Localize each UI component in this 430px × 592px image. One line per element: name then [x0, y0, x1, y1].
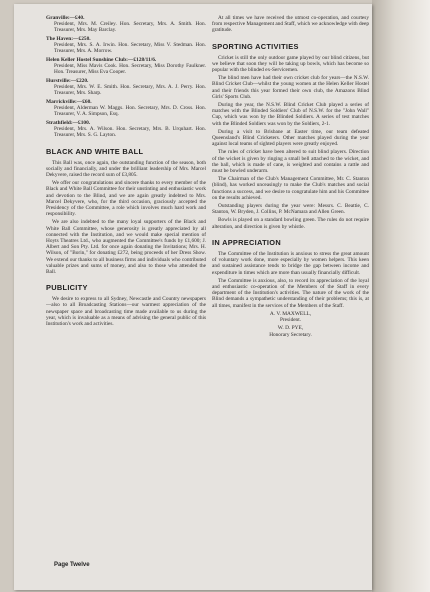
- branch-title: Granville:—£40.: [46, 15, 85, 21]
- branch-title: Helen Keller Hostel Sunshine Club:—£128/11/6.: [46, 57, 157, 63]
- branch-entry: [46, 15, 206, 34]
- signature-block: [212, 325, 369, 337]
- paragraph: Cricket is still the only outdoor game played by our blind citizens, but we believe that soon they will be taking up bowls, which has become so popular with the blinded ex-Servicemen.: [212, 54, 369, 74]
- appreciation-paragraphs: [212, 251, 369, 309]
- branch-officers: President, Miss Mavis Cook. Hon. Secretary, Miss Dorothy Faulkner. Hon. Treasurer, Miss Eva Cooper.: [54, 63, 206, 76]
- signatory-title: Honorary Secretary.: [269, 331, 312, 338]
- section-heading-appreciation: IN APPRECIATION: [212, 237, 281, 247]
- right-column: [212, 15, 369, 580]
- background-edge: [372, 0, 430, 592]
- left-column: [46, 15, 206, 555]
- branch-title: Hurstville:—£220.: [46, 78, 89, 84]
- paragraph: The Chairman of the Club's Management Committee, Mr. C. Stanton (blind), has worked unceasingly to make the Club's matches and social functions a success, and we desire to congratulate him and his Committee on the results achieved.: [212, 176, 369, 201]
- page-number: Page Twelve: [54, 562, 90, 568]
- paragraph: The Committee of the Institution is anxious to stress the great amount of voluntary work done, more especially by women helpers. This keen and sustained assistance tends to bridge the gap between income and expenditure in times which are more than usually financially difficult.: [212, 250, 369, 276]
- branch-entries: [46, 15, 206, 139]
- publicity-paragraphs: [46, 296, 206, 327]
- branch-officers: President, Mrs. S. A. Irwin. Hon. Secretary, Miss V. Stedman. Hon. Treasurer, Mrs. A. Morrow.: [54, 42, 206, 55]
- paragraph: We are also indebted to the many loyal supporters of the Black and White Ball Committee, whose generosity is greatly appreciated by all connected with the Institution, and we would make special mention of Hoyts Theatres Ltd., who augmented the Committee's funds by £1,600; J. Albert and Son Pty. Ltd. for once again donating the Invitations; Mrs. H. Wilson, of "Borin," for donating £272, being proceeds of her Dress Show. We extend our thanks to all business firms and individuals who contributed valuable prizes and sums of money, and also to those who attended the Ball.: [46, 219, 206, 276]
- section-heading-sporting: SPORTING ACTIVITIES: [212, 41, 299, 51]
- paragraph: The rules of cricket have been altered to suit blind players. Direction of the wicket is given by ringing a small bell attached to the wicket, and the ball, which is made of cane, is weighted and contains a rattle and must be bowled underarm.: [212, 149, 369, 175]
- paragraph: During a visit to Brisbane at Easter time, our team defeated Queensland's Blind Cricketers. Other matches played during the year against local teams of sighted players were greatly enjoyed.: [212, 128, 369, 148]
- branch-officers: President, Mrs. A. Wilson. Hon. Secretary, Mrs. B. Urquhart. Hon. Treasurer, Mrs. S. G. Layton.: [54, 126, 206, 139]
- signatory-name: A. V. MAXWELL,: [269, 310, 312, 317]
- branch-officers: President, Mrs. W. E. Smith. Hon. Secretary, Mrs. A. J. Perry. Hon. Treasurer, Mrs. Sharp.: [54, 84, 206, 97]
- signature-block: [212, 311, 369, 323]
- branch-officers: President, Mrs. M. Creiley. Hon. Secretary, Mrs. A. Smith. Hon. Treasurer, Mrs. May Barclay.: [54, 21, 206, 34]
- paragraph: At all times we have received the utmost co-operation, and courtesy from respective Management and Staff, which we acknowledge with deep gratitude.: [212, 15, 369, 34]
- document-page: [14, 4, 372, 590]
- branch-officers: President, Alderman W. Maggs. Hon. Secretary, Mrs. D. Cross. Hon. Treasurer, V. A. Simpson, Esq.: [54, 105, 206, 118]
- branch-title: Marrickville:—£60.: [46, 99, 92, 105]
- branch-entry: [46, 120, 206, 139]
- paragraph: We desire to express to all Sydney, Newcastle and Country newspapers—also to all Broadcasting Stations—our warmest appreciation of the newspaper space and broadcasting time made available to us during the year, which is invaluable as a means of advising the general public of this Institution's work and activities.: [46, 296, 206, 328]
- intro-paragraphs: [212, 15, 369, 34]
- branch-title: Strathfield:—£100.: [46, 120, 91, 126]
- section-heading-ball: BLACK AND WHITE BALL: [46, 146, 144, 156]
- paragraph: We offer our congratulations and sincere thanks to every member of the Black and White Ball Committee for their unstinting and enthusiastic work and devotion to the Blind, and we are again greatly indebted to Mrs. Marcel Dekyvere, who, for the third occasion, graciously accepted the Presidency of the Committee, a role which involves much hard work and responsibility.: [46, 180, 206, 218]
- signatory-title: President.: [279, 317, 302, 324]
- branch-entry: [46, 57, 206, 76]
- branch-entry: [46, 36, 206, 55]
- sporting-paragraphs: [212, 55, 369, 230]
- branch-entry: [46, 99, 206, 118]
- signatures: [212, 311, 369, 338]
- paragraph: Bowls is played on a standard bowling green. The rules do not require alteration, and direction is given by whistle.: [212, 217, 369, 230]
- branch-entry: [46, 78, 206, 97]
- paragraph: The Committee is anxious, also, to record its appreciation of the loyal and enthusiastic co-operation of the Members of the Staff in every department of the Institution's activities. The nature of the work of the Blind demands a sympathetic understanding of their problems; this is, at all times, manifest in the services of the Members of the Staff.: [212, 277, 369, 309]
- paragraph: This Ball was, once again, the outstanding function of the season, both socially and financially, and under the brilliant leadership of Mrs. Marcel Dekyvere, raised the record sum of £3,805.: [46, 159, 206, 179]
- paragraph: During the year, the N.S.W. Blind Cricket Club played a series of matches with the Blinded Soldiers' Club of N.S.W. for the "John Wall" Cup, which was won by the Blinded Soldiers. A series of test matches with the Blinded Soldiers was won by the Soldiers, 2-1.: [212, 102, 369, 127]
- paragraph: Outstanding players during the year were: Messrs. C. Beattie, C. Stanton, W. Bryden, J. Collins, P. McNamara and Allen Green.: [212, 203, 369, 216]
- paragraph: The blind men have had their own cricket club for years—the N.S.W. Blind Cricket Club—whilst the young women at the Helen Keller Hostel and their friends this year formed their own club, the Amazons Blind Girls' Sports Club.: [212, 75, 369, 100]
- branch-title: The Haven:—£250.: [46, 36, 91, 42]
- ball-paragraphs: [46, 160, 206, 276]
- signatory-name: W. D. PYE,: [277, 325, 304, 332]
- section-heading-publicity: PUBLICITY: [46, 283, 88, 293]
